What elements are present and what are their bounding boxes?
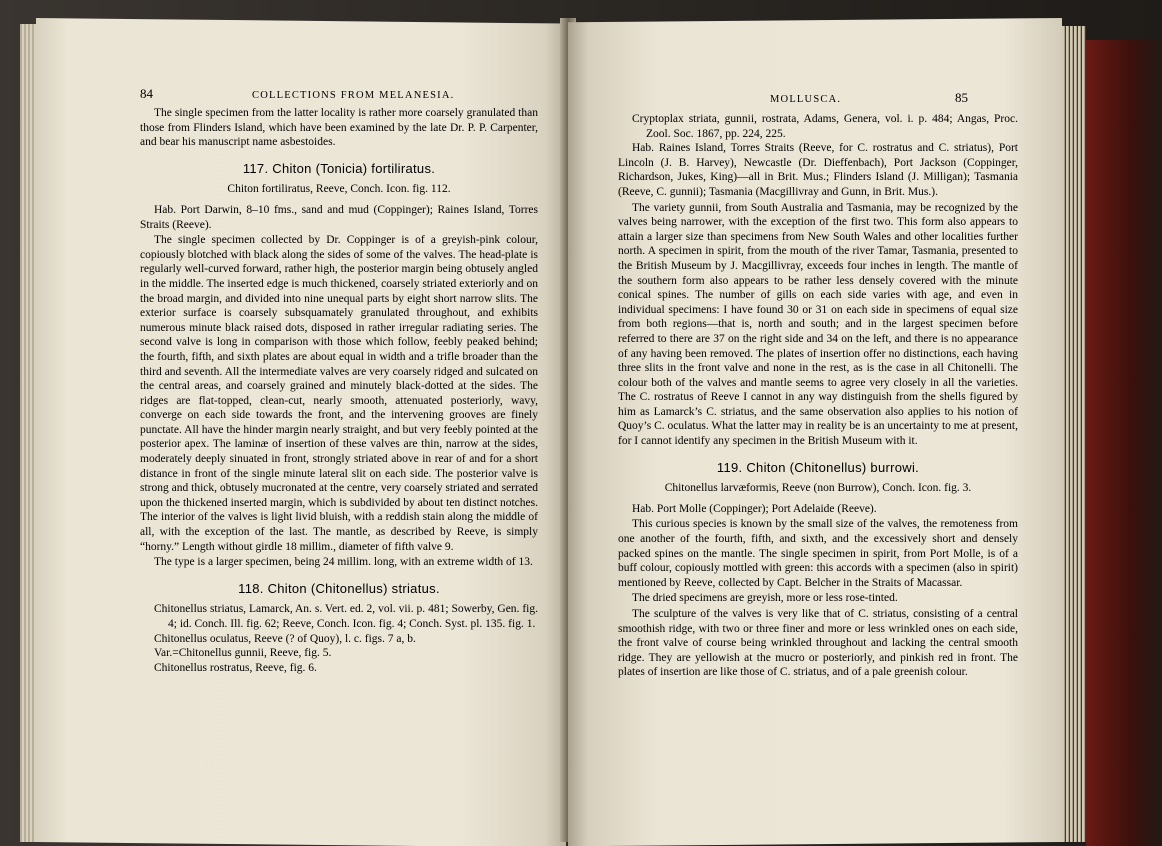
left-page-number: 84 bbox=[140, 86, 153, 101]
section-117-body: The single specimen collected by Dr. Coppinger is of a greyish-pink colour, copiously blotched with black along the sides of some of the valves. The head-plate is regularly well-curved forward, rather high, the posterior margin being obtusely angled in the middle. The inserted edge is much thickened, coarsely striated exteriorly and on the broad margin, and divided into nine unequal parts by eight short narrow slits. The exterior surface is coarsely subsquamately granulated throughout, and exhibits numerous minute black raised dots, disposed in rather irregular radiating series. The second valve is long in comparison with those which follow, feebly peaked behind; the fourth, fifth, and sixth plates are about equal in width and a trifle broader than the third and seventh. All the intermediate valves are very coarsely ridged and sulcated on the central areas, and coarsely grained and minutely black-dotted at the sides. The ridges are flat-topped, clean-cut, nearly smooth, attenuated posteriorly, wavy, converge on each side towards the front, and the intervening grooves are finely punctate. All have the hinder margin nearly straight, and but very feebly pointed at the posterior apex. The laminæ of insertion of these valves are thin, narrow at the sides, moderately deeply sinuated in front, strongly striated above in rear of and for a short distance in front of the single minute lateral slit on each side. The posterior valve is strong and thick, obtusely mucronated at the centre, very coarsely striated and serrated upon the thickened inserted margin, which is subdivided by about ten distinct notches. The interior of the valves is light livid bluish, with a reddish stain along the middle of all, with the exception of the last. The mantle, as described by Reeve, is simply “horny.” Length without girdle 18 millim., diameter of fifth valve 9. bbox=[140, 234, 538, 553]
left-page-content bbox=[140, 106, 538, 675]
section-119-body-3: The sculpture of the valves is very like that of C. striatus, consisting of a central smoothish ridge, with two or three finer and more or less wrinkled ones on each side, the front valve of course being wrinkled throughout and lacking the central smooth ridge. They are yellowish at the mucro or posteriorly, and pinkish red in front. The plates of insertion are like those of C. striatus, and of a pale greenish colour. bbox=[618, 608, 1018, 679]
section-119-synonym: Chitonellus larvæformis, Reeve (non Burrow), Conch. Icon. fig. 3. bbox=[664, 482, 972, 495]
section-119-body-2: The dried specimens are greyish, more or less rose-tinted. bbox=[632, 592, 898, 605]
section-119-body-1: This curious species is known by the small size of the valves, the remoteness from one another of the fourth, fifth, and sixth, and the excessively short and densely packed spines on the mantle. The single specimen in spirit, from Port Molle, is of a buff colour, copiously mottled with green: this accords with a specimen (also in spirit) mentioned by Reeve, collected by Capt. Belcher in the Straits of Macassar. bbox=[618, 518, 1018, 589]
intro-paragraph: The single specimen from the latter locality is rather more coarsely granulated than those from Flinders Island, which have been examined by the late Dr. P. P. Carpenter, and bear his manuscript name asbestoides. bbox=[140, 107, 538, 149]
right-page-content bbox=[618, 112, 1018, 681]
section-119-habitat: Hab. Port Molle (Coppinger); Port Adelaide (Reeve). bbox=[632, 502, 877, 515]
right-page-edges bbox=[1062, 26, 1086, 842]
section-118-synonym-1: Chitonellus striatus, Lamarck, An. s. Vert. ed. 2, vol. vii. p. 481; Sowerby, Gen. fig. 4; id. Conch. Ill. fig. 62; Reeve, Conch. Icon. fig. 4; Conch. Syst. pl. 135. fig. 1. bbox=[154, 603, 538, 630]
book-cover bbox=[1086, 40, 1162, 846]
section-118-synonym-3: Var.=Chitonellus gunnii, Reeve, fig. 5. bbox=[154, 647, 332, 660]
section-117-habitat: Hab. Port Darwin, 8–10 fms., sand and mud (Coppinger); Raines Island, Torres Straits (Reeve). bbox=[140, 203, 538, 231]
section-117-type-note: The type is a larger specimen, being 24 millim. long, with an extreme width of 13. bbox=[154, 556, 533, 569]
left-running-head: COLLECTIONS FROM MELANESIA. bbox=[252, 90, 455, 101]
right-page-number: 85 bbox=[955, 90, 968, 105]
section-118-habitat: Hab. Raines Island, Torres Straits (Reeve, for C. rostratus and C. striatus), Port Lincoln (J. B. Harvey), Newcastle (Dr. Dieffenbach), Port Jackson (Coppinger, Richardson, Jukes, King)—all in Brit. Mus.; Flinders Island (J. Milligan); Tasmania (Reeve, C. gunnii); Tasmania (Macgillivray and Gunn, in Brit. Mus.). bbox=[618, 142, 1018, 198]
right-running-head: MOLLUSCA. bbox=[770, 94, 842, 105]
section-118-synonym-2: Chitonellus oculatus, Reeve (? of Quoy), l. c. figs. 7 a, b. bbox=[154, 632, 416, 645]
section-118-synonym-continued: Cryptoplax striata, gunnii, rostrata, Adams, Genera, vol. i. p. 484; Angas, Proc. Zool. Soc. 1867, pp. 224, 225. bbox=[632, 113, 1018, 140]
section-118-heading: 118. Chiton (Chitonellus) striatus. bbox=[238, 580, 440, 596]
section-117-heading: 117. Chiton (Tonicia) fortiliratus. bbox=[242, 160, 436, 176]
section-118-synonym-4: Chitonellus rostratus, Reeve, fig. 6. bbox=[154, 661, 317, 674]
section-119-heading: 119. Chiton (Chitonellus) burrowi. bbox=[716, 459, 920, 475]
section-118-body: The variety gunnii, from South Australia and Tasmania, may be recognized by the valves being narrower, with the exception of the first two. This form also appears to attain a larger size than specimens from New South Wales and other localities further north. A specimen in spirit, from the mouth of the river Tamar, Tasmania, presented to the British Museum by J. Macgillivray, exceeds four inches in length. The mantle of the southern form also appears to be rather less densely covered with the minute conical spines. The number of gills on each side varies with age, and even in individual specimens: I have found 30 or 31 on each side in specimens of equal size from both regions—that is, north and south; and in the largest specimen before referred to there are 37 on the right side and 34 on the left, and there is no appearance of any having been removed. The plates of insertion offer no distinctions, each having three slits in the front valve and none in the rest, as is the case in all Chitonelli. The colour both of the valves and mantle seems to agree very closely in all the varieties. The C. rostratus of Reeve I cannot in any way distinguish from the shells figured by him as Lamarck’s C. striatus, and the same observation also applies to his notion of Quoy’s C. oculatus. What the latter may in reality be is an uncertainty to me at present, for I cannot identify any specimen in the British Museum with it. bbox=[618, 201, 1018, 448]
section-117-synonym: Chiton fortiliratus, Reeve, Conch. Icon. fig. 112. bbox=[227, 183, 451, 196]
